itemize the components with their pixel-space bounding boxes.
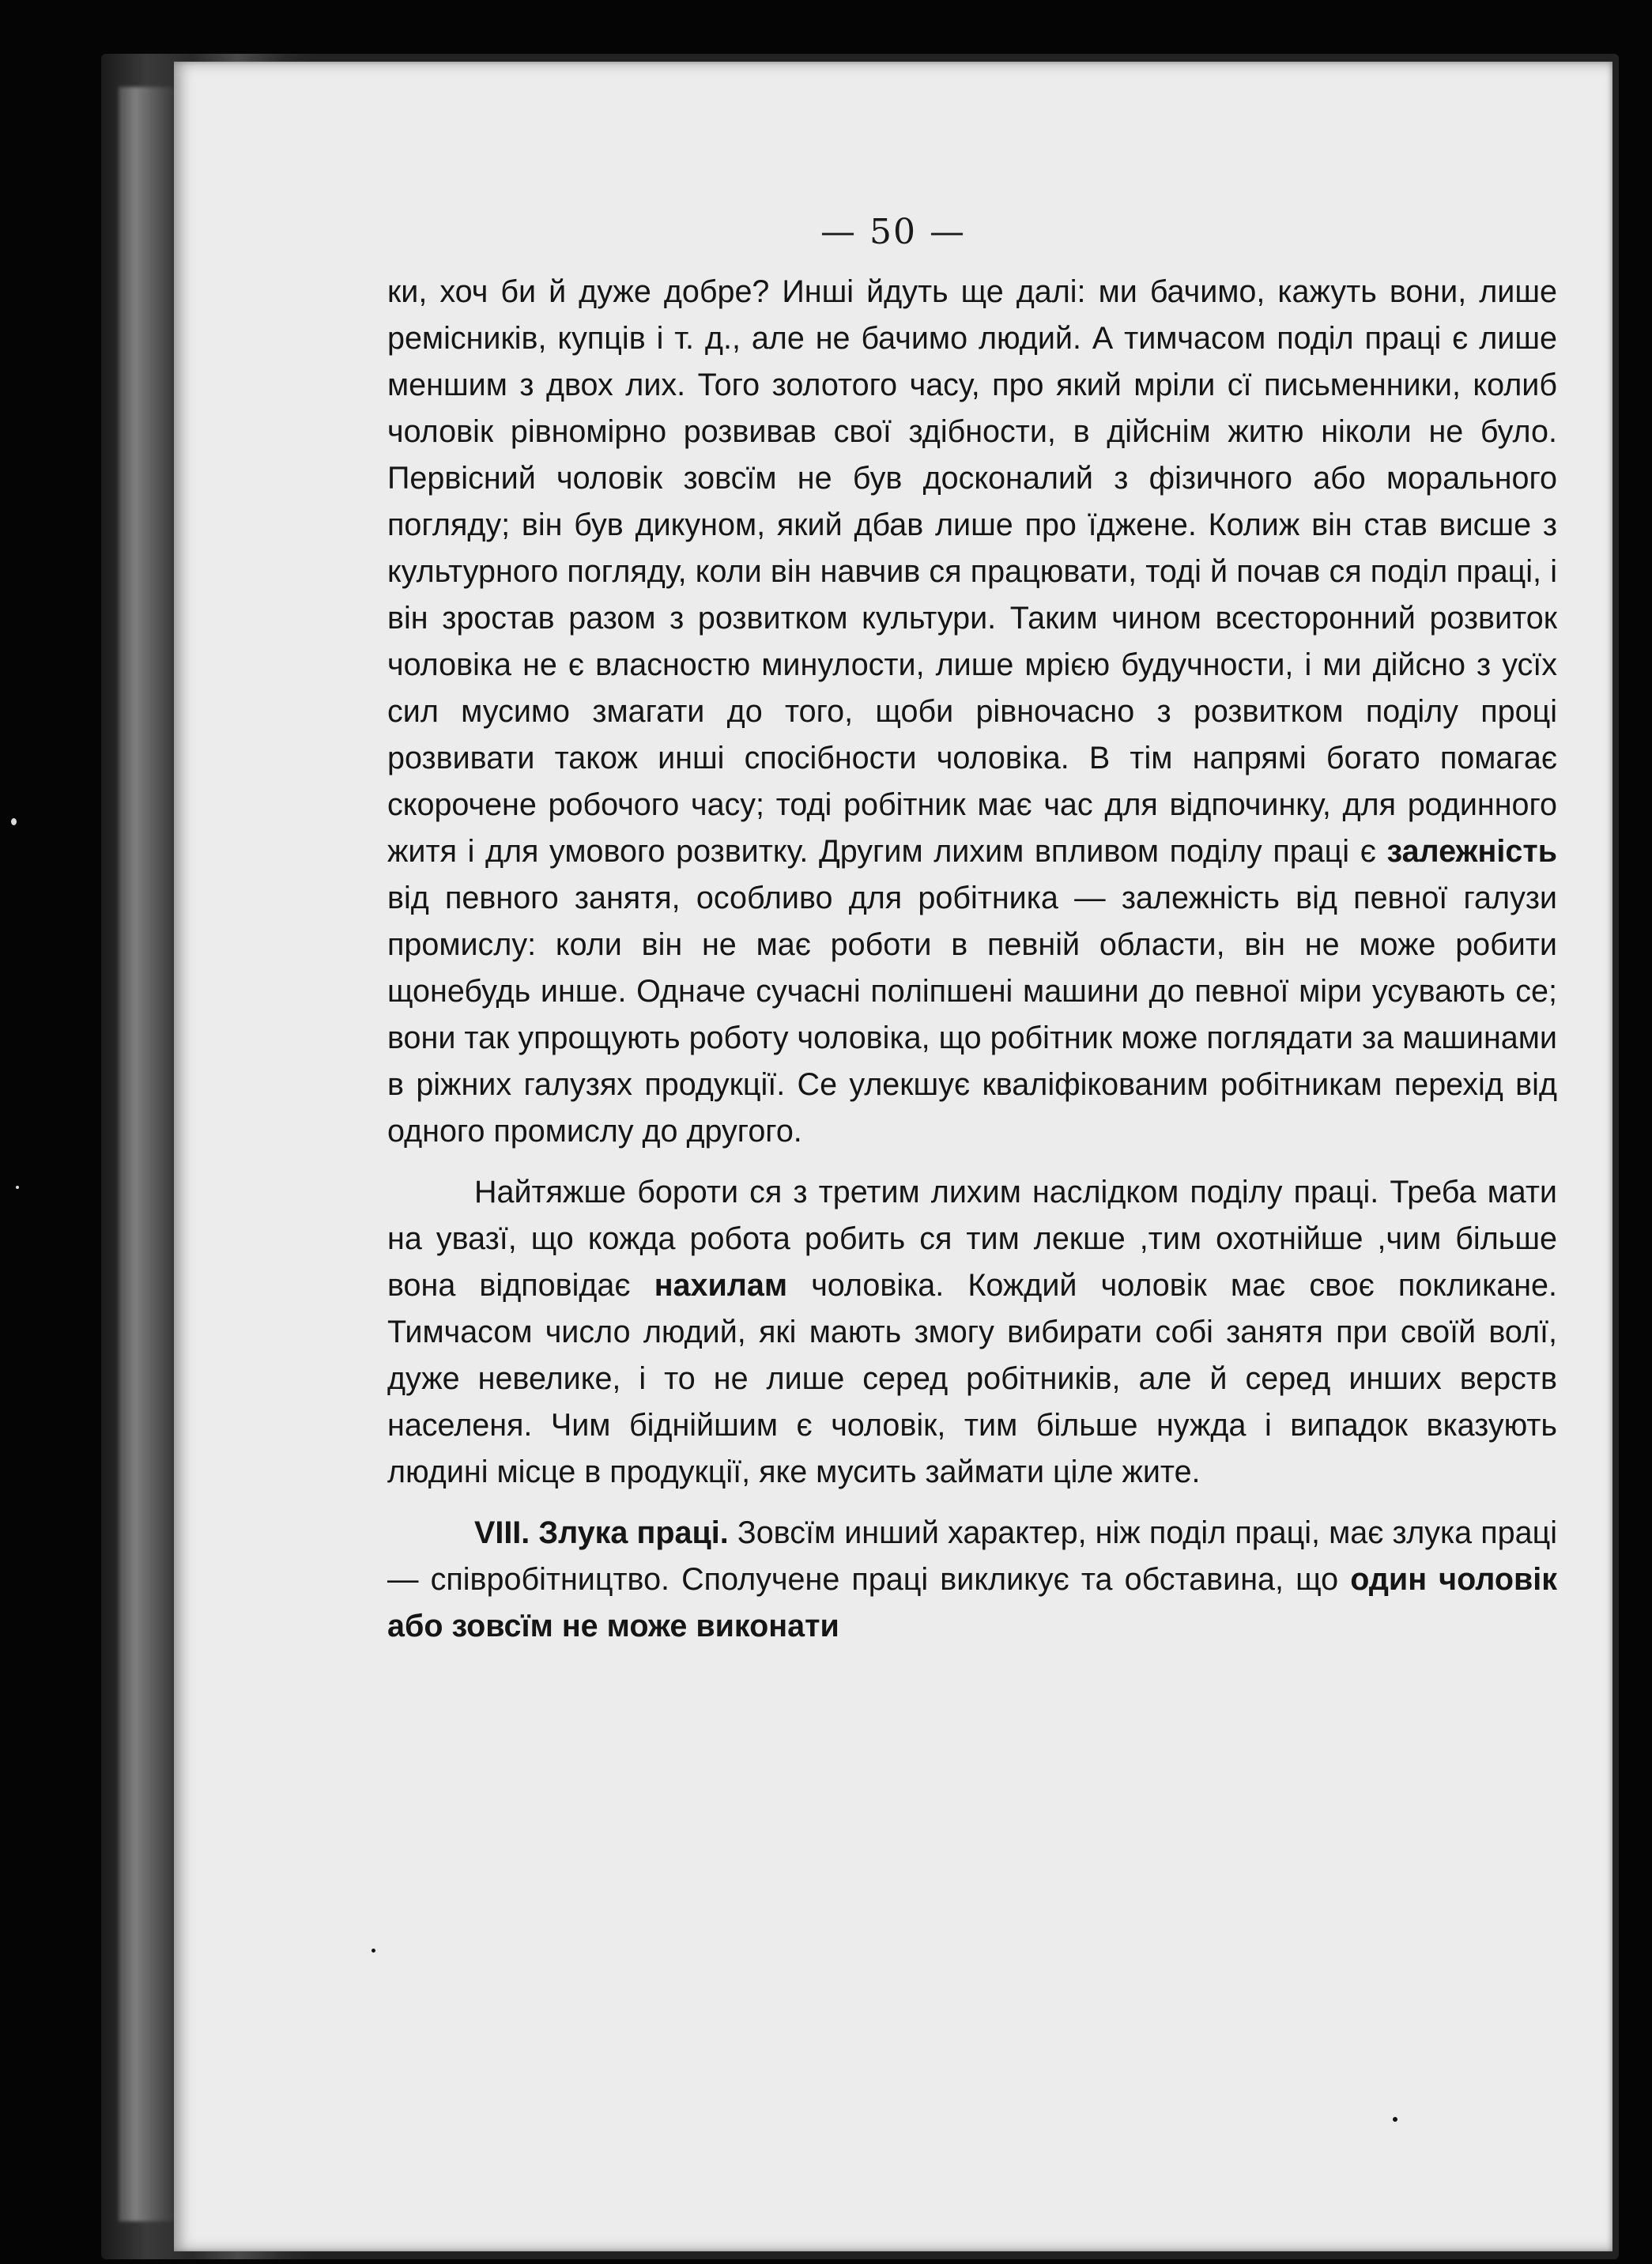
scan-speck: [16, 1186, 19, 1189]
book-spine: [119, 87, 174, 2221]
bold-term-zalezhnist: залежність: [1386, 834, 1557, 869]
paragraph-1: [387, 269, 1557, 1155]
paragraph-1-part-1: ки, хоч би й дуже добре? Инші йдуть ще далі: ми бачимо, кажуть вони, лише ремісників, купців і т. д., але не бачимо людий. А тимчасом поділ праці є лише меншим з двох лих. Того золотого часу, про який мріли сї письменники, колиб чоловік рівномірно розвивав свої здібности, в дійснім житю ніколи не було. Первісний чоловік зовсїм не був досконалий з фізичного або морального погляду; він був дикуном, який дбав лише про їджене. Колиж він став висше з культурного погляду, коли він навчив ся працювати, тоді й почав ся поділ праці, і він зростав разом з розвитком культури. Таким чином всесторонний розвиток чоловіка не є власностю минулости, лише мрією будучности, і ми дійсно з усїх сил мусимо змагати до того, щоби рівночасно з розвитком поділу проці розвивати також инші спосібности чоловіка. В тім напрямі богато помагає скорочене робочого часу; тоді робітник має час для відпочинку, для родинного житя і для умового розвитку. Другим лихим впливом поділу праці є: [387, 274, 1557, 869]
bold-term-nakhylam: нахилам: [654, 1268, 788, 1303]
ink-speck: [1393, 2117, 1397, 2122]
paragraph-3: [387, 1510, 1557, 1650]
paragraph-2-part-1: Найтяжше бороти ся з третим лихим наслідком поділу праці. Треба мати на увазї, що кожда робота робить ся тим лекше ,тим охотнійше ,чим більше вона відповідає: [387, 1175, 1557, 1303]
paragraph-2: [387, 1169, 1557, 1496]
ink-speck: [372, 1949, 375, 1953]
paragraph-2-part-3: чоловіка. Кождий чоловік має своє покликане. Тимчасом число людий, які мають змогу вибирати собі занятя при своїй волї, дуже невелике, і то не лише серед робітників, але й серед инших верств населеня. Чим біднійшим є чоловік, тим більше нужда і випадок вказують людині місце в продукції, яке мусить займати ціле жите.: [387, 1268, 1557, 1489]
paragraph-3-part-2: Зовсїм инший характер, ніж поділ праці, має злука праці — співробітництво. Сполучене праці викликує та обставина, що: [387, 1515, 1557, 1597]
page-body-text: [387, 269, 1557, 1650]
bold-phrase: один чоловік або зовсїм не може виконати: [387, 1562, 1557, 1643]
scan-speck: [11, 818, 17, 825]
book-page: [174, 62, 1612, 2251]
paragraph-1-part-3: від певного занятя, особливо для робітника — залежність від певної галузи промислу: коли він не має роботи в певній области, він не може робити щонебудь инше. Одначе сучасні поліпшені машини до певної міри усувають се; вони так упрощують роботу чоловіка, що робітник може поглядати за машинами в ріжних галузях продукції. Се улекшує кваліфікованим робітникам перехід від одного промислу до другого.: [387, 881, 1557, 1149]
section-heading: VIII. Злука праці.: [474, 1515, 729, 1550]
page-number: — 50 —: [820, 212, 966, 252]
